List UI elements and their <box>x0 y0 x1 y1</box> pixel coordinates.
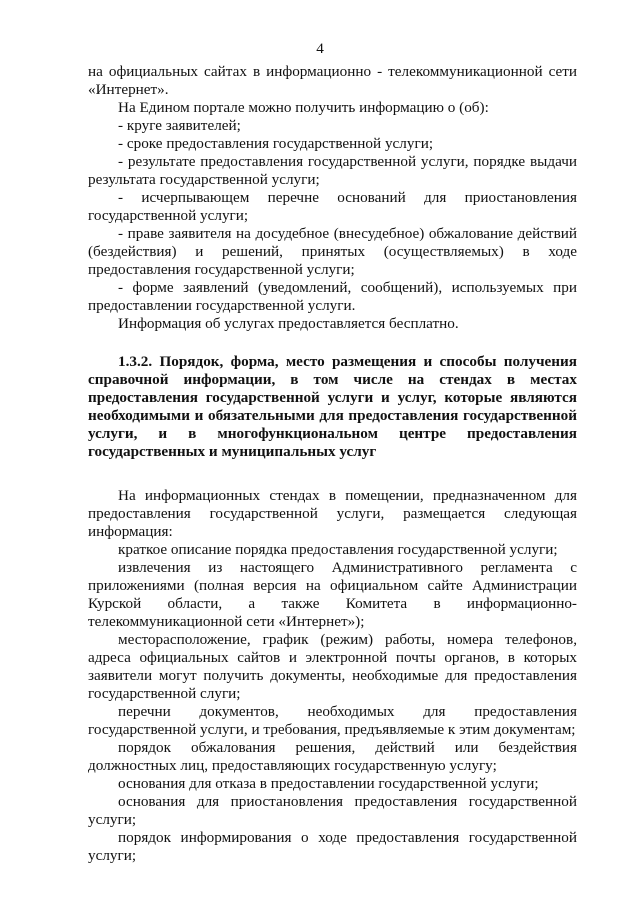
paragraph: - результате предоставления государственной услуги, порядке выдачи результата государственной услуги; <box>88 153 577 188</box>
paragraph: основания для приостановления предоставления государственной услуги; <box>88 793 577 828</box>
paragraph: На информационных стендах в помещении, предназначенном для предоставления государственной услуги, размещается следующая информация: <box>88 487 577 540</box>
page-number: 4 <box>316 40 324 57</box>
document-body <box>88 63 577 865</box>
paragraph: краткое описание порядка предоставления государственной услуги; <box>118 541 558 558</box>
section-heading: 1.3.2. Порядок, форма, место размещения и способы получения справочной информации, в том числе на стендах в местах предоставления государственной услуги и услуг, которые являются необходимыми и обязательными для предоставления государственной услуги, и в многофункциональном центре предоставления государственных и муниципальных услуг <box>88 353 577 460</box>
paragraph: порядок информирования о ходе предоставления государственной услуги; <box>88 829 577 864</box>
paragraph: - праве заявителя на досудебное (внесудебное) обжалование действий (бездействия) и решений, принятых (осуществляемых) в ходе предоставления государственной услуги; <box>88 225 577 278</box>
paragraph: - форме заявлений (уведомлений, сообщений), используемых при предоставлении государственной услуги. <box>88 279 577 314</box>
paragraph-group-top <box>88 63 577 333</box>
paragraph: месторасположение, график (режим) работы, номера телефонов, адреса официальных сайтов и электронной почты органов, в которых заявители могут получить документы, необходимые для предоставления государственной слуги; <box>88 631 577 702</box>
paragraph: на официальных сайтах в информационно - телекоммуникационной сети «Интернет». <box>88 63 577 98</box>
paragraph: - сроке предоставления государственной услуги; <box>118 135 434 152</box>
paragraph: - исчерпывающем перечне оснований для приостановления государственной услуги; <box>88 189 577 224</box>
paragraph: На Едином портале можно получить информацию о (об): <box>118 99 489 116</box>
paragraph: извлечения из настоящего Административного регламента с приложениями (полная версия на официальном сайте Администрации Курской области, а также Комитета в информационно-телекоммуникационной сети «Интернет»); <box>88 559 577 630</box>
paragraph: перечни документов, необходимых для предоставления государственной услуги, и требования, предъявляемые к этим документам; <box>88 703 577 738</box>
paragraph: - круге заявителей; <box>118 117 241 134</box>
paragraph-group-bottom <box>88 487 577 865</box>
paragraph: основания для отказа в предоставлении государственной услуги; <box>118 775 539 792</box>
paragraph: Информация об услугах предоставляется бесплатно. <box>118 315 459 332</box>
paragraph: порядок обжалования решения, действий или бездействия должностных лиц, предоставляющих государственную услугу; <box>88 739 577 774</box>
